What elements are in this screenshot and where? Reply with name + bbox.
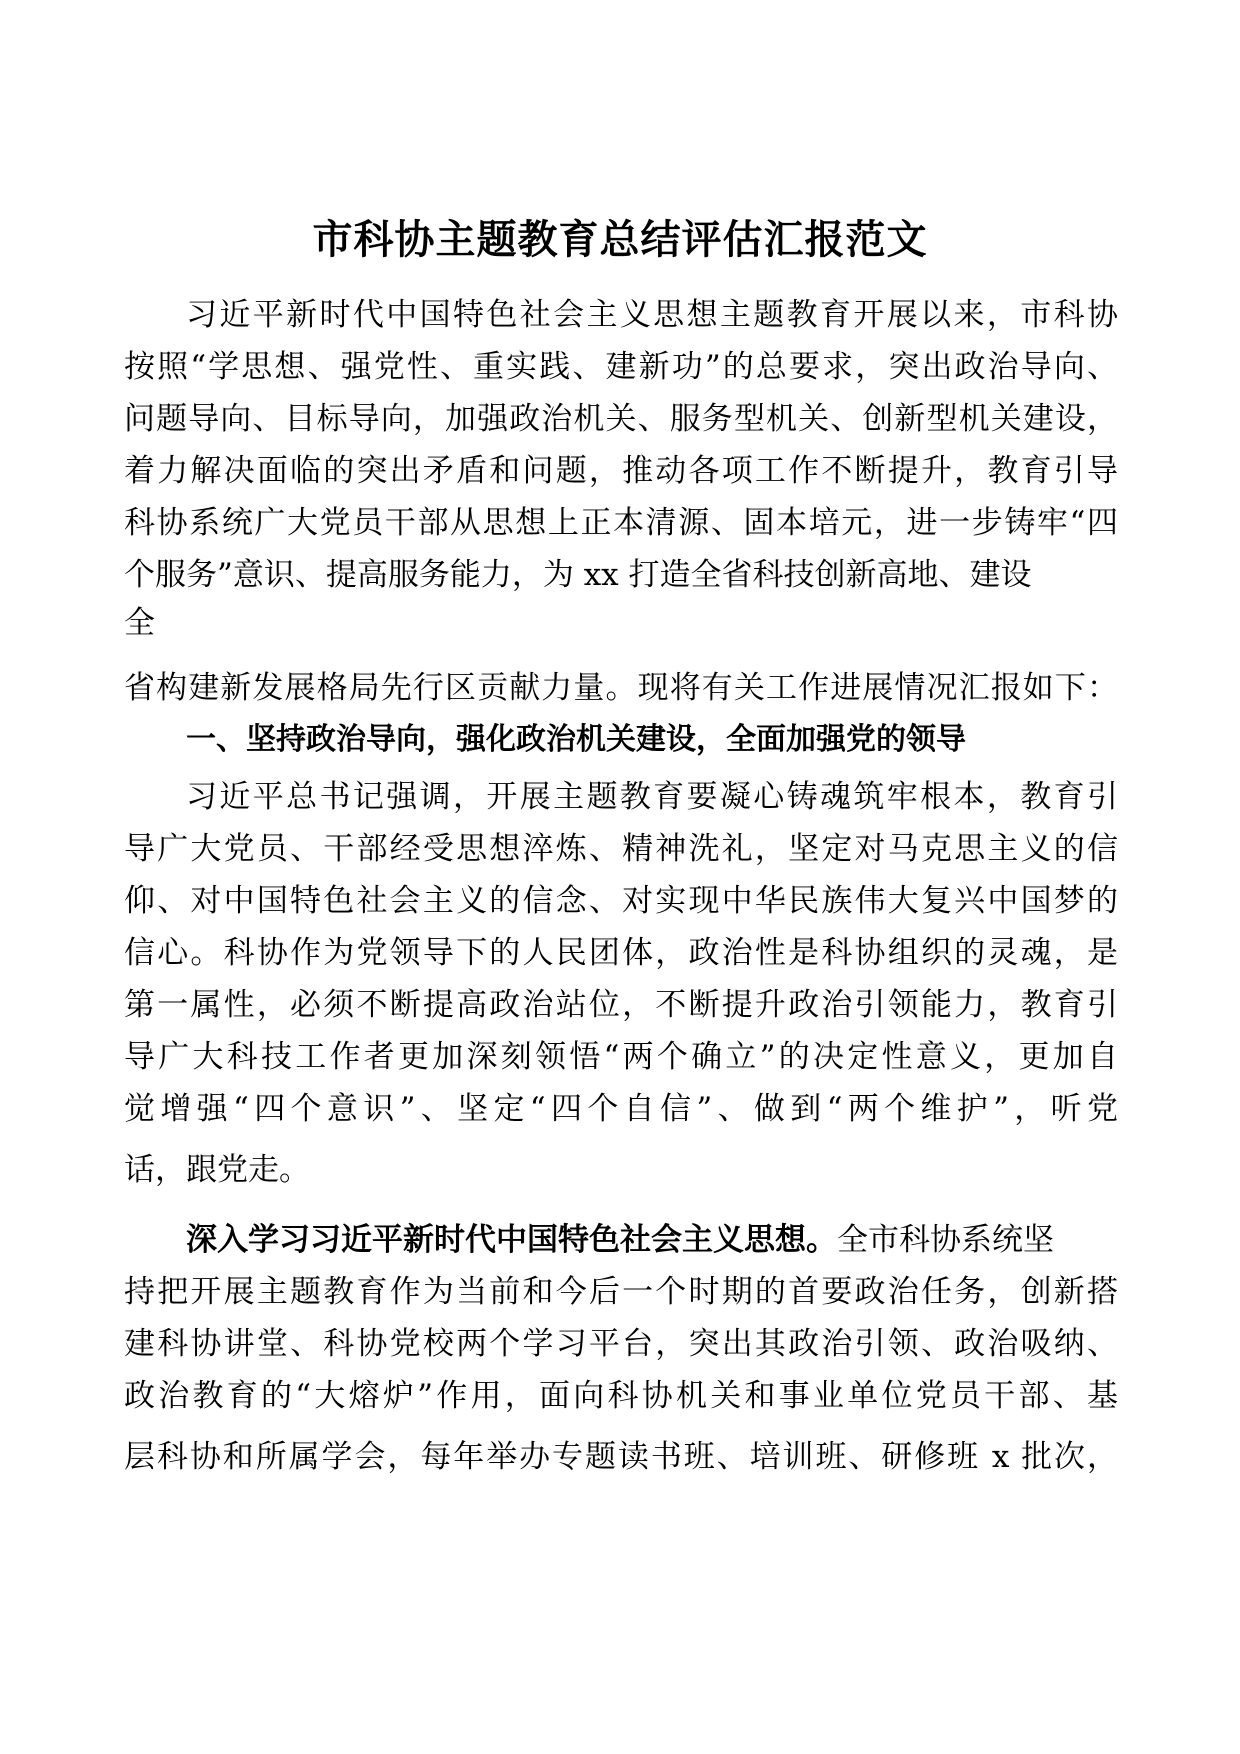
section1-para2-line-3: 建科协讲堂、科协党校两个学习平台，突出其政治引领、政治吸纳、 [124,1326,1118,1362]
section1-para1-line-5: 第一属性，必须不断提高政治站位，不断提升政治引领能力，教育引 [124,987,1118,1023]
section1-para1-line-6: 导广大科技工作者更加深刻领悟“两个确立”的决定性意义，更加自 [124,1039,1118,1075]
intro-line-7: 全 [124,605,155,641]
section1-para1-line-7: 觉增强“四个意识”、坚定“四个自信”、做到“两个维护”，听党 [124,1091,1118,1127]
section-heading-1: 一、坚持政治导向，强化政治机关建设，全面加强党的领导 [186,722,966,757]
document-title: 市科协主题教育总结评估汇报范文 [312,217,928,263]
section1-para1-line-1: 习近平总书记强调，开展主题教育要凝心铸魂筑牢根本，教育引 [186,779,1118,815]
intro-line-6: 个服务”意识、提高服务能力，为 xx 打造全省科技创新高地、建设 [124,557,1032,593]
section1-para2-line-1 [186,1220,1118,1260]
intro-line-3: 问题导向、目标导向，加强政治机关、服务型机关、创新型机关建设， [124,401,1118,437]
section1-para1-line-4: 信心。科协作为党领导下的人民团体，政治性是科协组织的灵魂，是 [124,935,1118,971]
intro-line-8: 省构建新发展格局先行区贡献力量。现将有关工作进展情况汇报如下： [124,670,1118,706]
intro-line-2: 按照“学思想、强党性、重实践、建新功”的总要求，突出政治导向、 [124,349,1118,385]
section1-para2-line-4: 政治教育的“大熔炉”作用，面向科协机关和事业单位党员干部、基 [124,1378,1118,1414]
intro-line-4: 着力解决面临的突出矛盾和问题，推动各项工作不断提升，教育引导 [124,453,1118,489]
section1-para2-line-5: 层科协和所属学会，每年举办专题读书班、培训班、研修班 x 批次， [124,1439,1118,1475]
intro-line-1: 习近平新时代中国特色社会主义思想主题教育开展以来，市科协 [186,297,1118,333]
intro-line-5: 科协系统广大党员干部从思想上正本清源、固本培元，进一步铸牢“四 [124,505,1118,541]
section1-para1-line-2: 导广大党员、干部经受思想淬炼、精神洗礼，坚定对马克思主义的信 [124,831,1118,867]
section1-para1-line-8: 话，跟党走。 [124,1152,310,1188]
para-bold-lead: 深入学习习近平新时代中国特色社会主义思想。 [186,1222,837,1258]
section1-para1-line-3: 仰、对中国特色社会主义的信念、对实现中华民族伟大复兴中国梦的 [124,883,1118,919]
para-lead-rest: 全市科协系统坚 [837,1222,1054,1258]
section1-para2-line-2: 持把开展主题教育作为当前和今后一个时期的首要政治任务，创新搭 [124,1274,1118,1310]
